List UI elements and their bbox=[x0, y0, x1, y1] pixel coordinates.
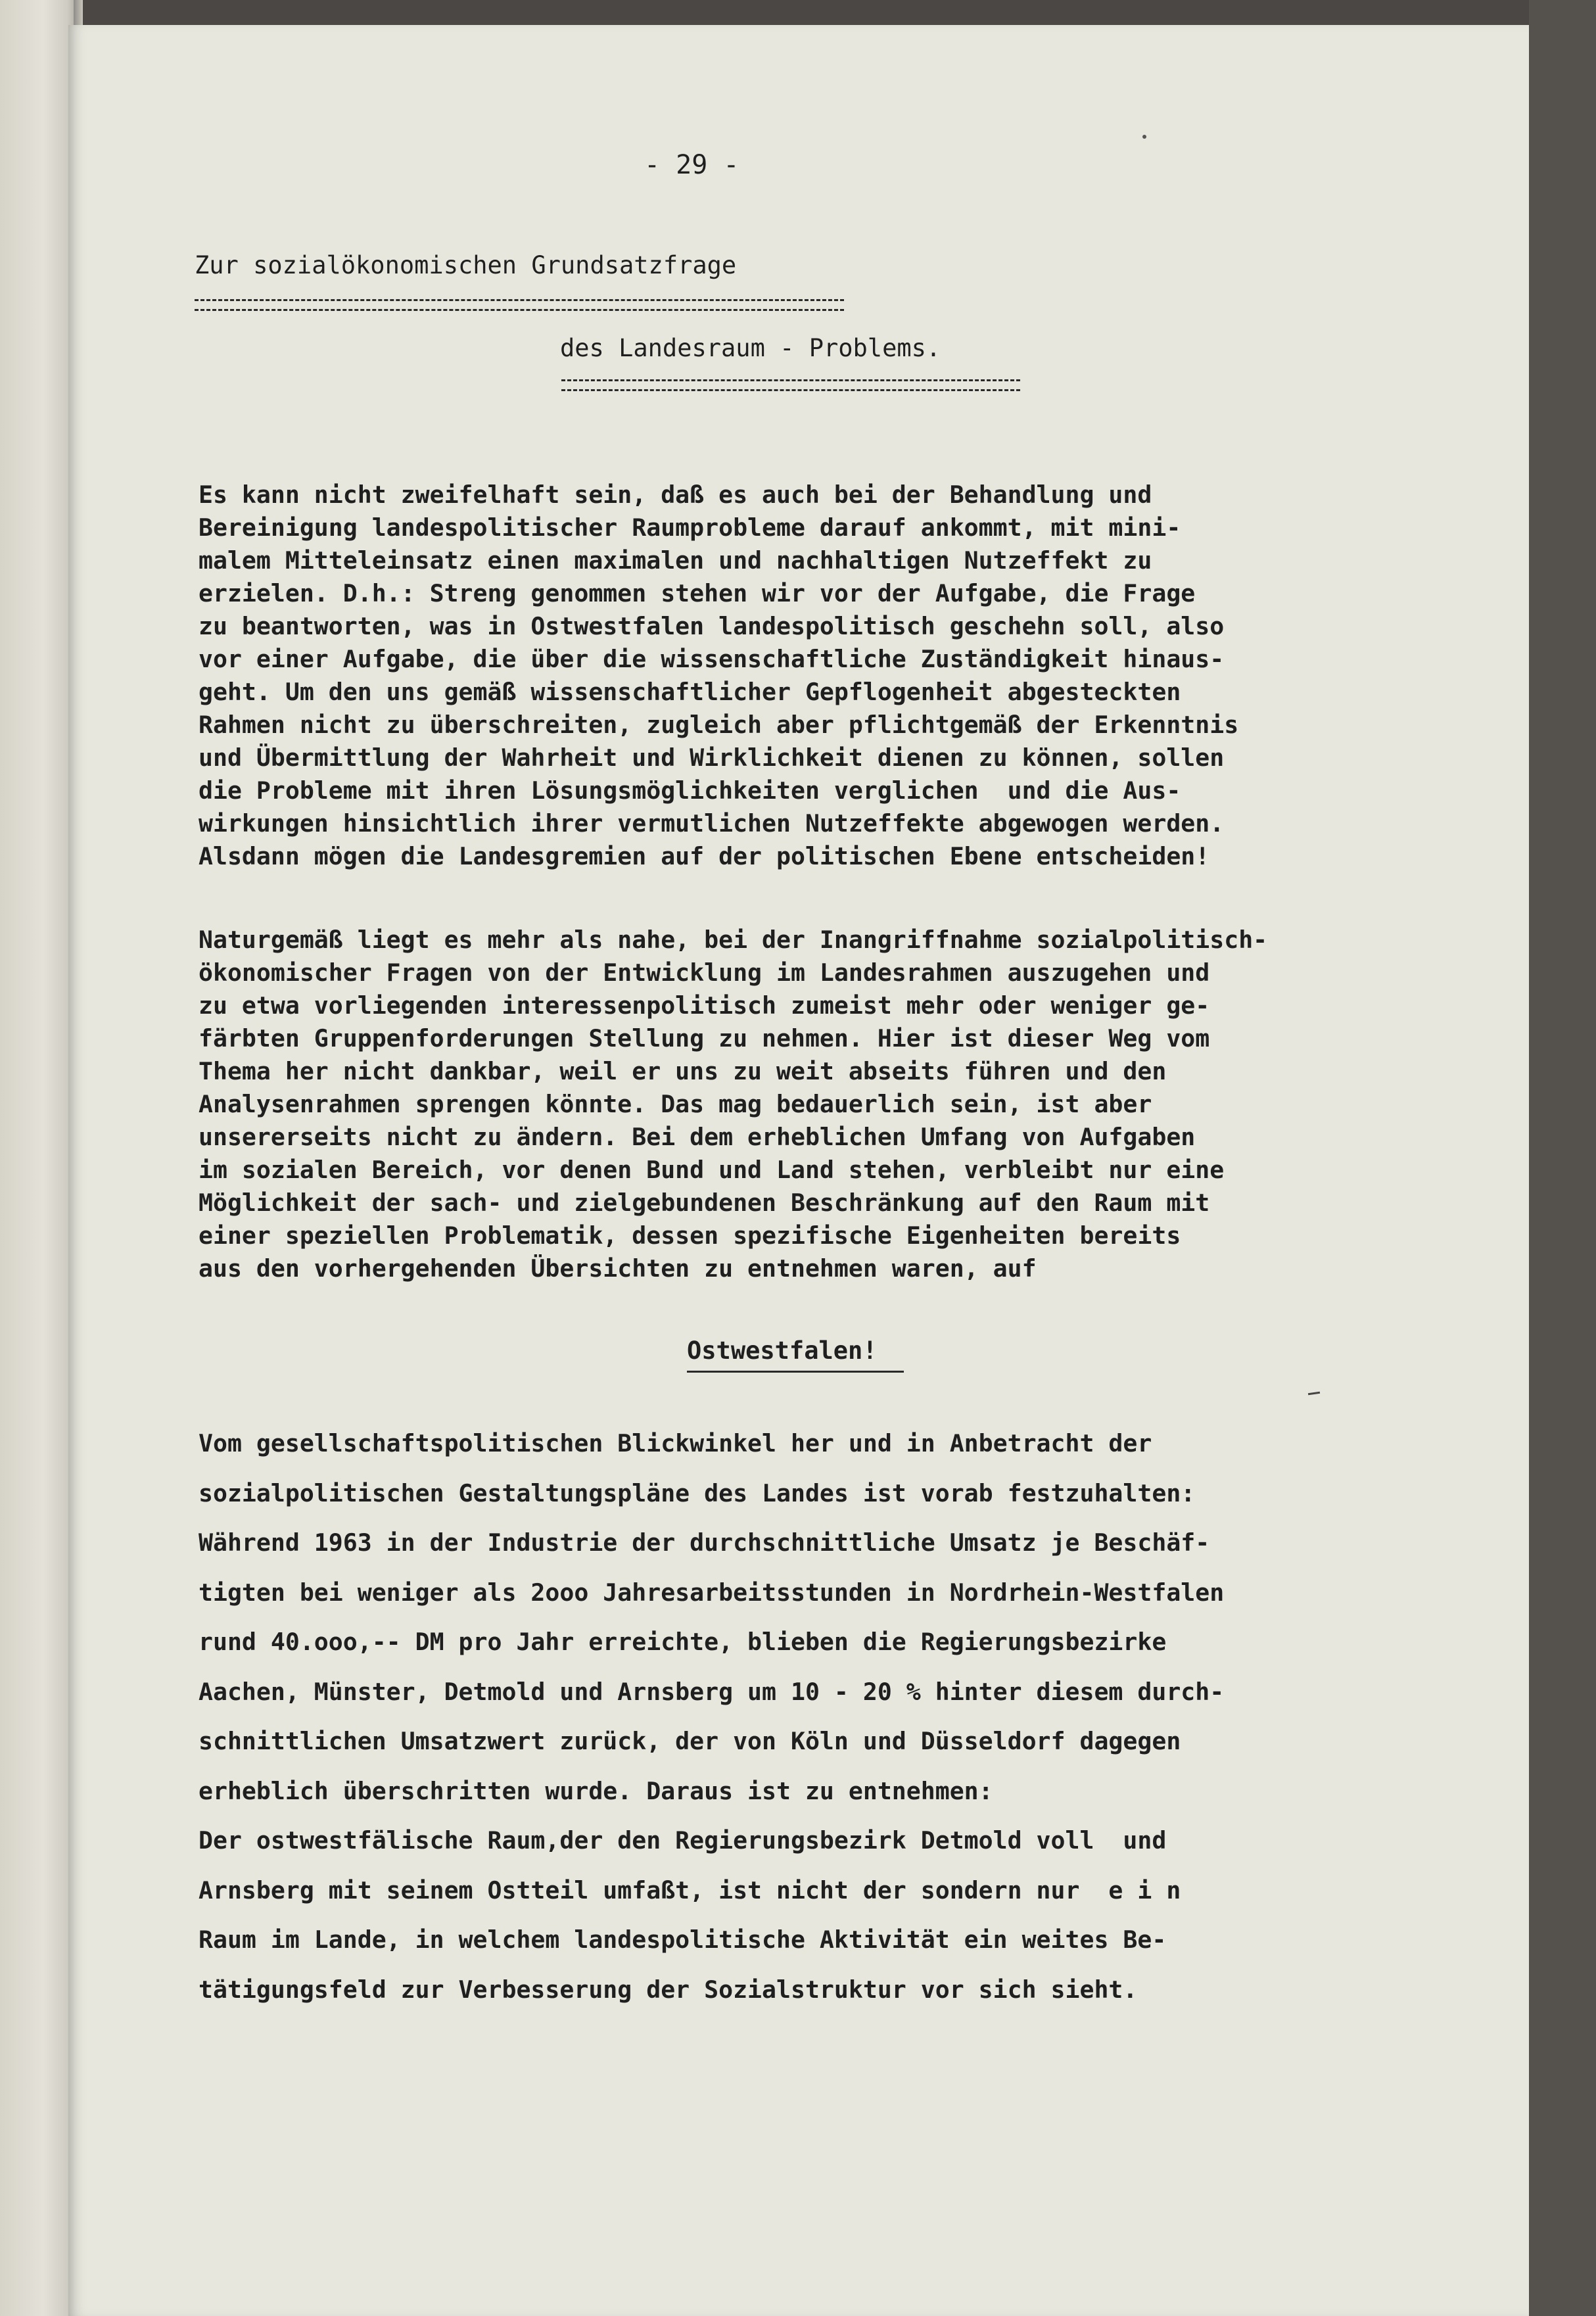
title-line-1: Zur sozialökonomischen Grundsatzfrage bbox=[195, 251, 737, 279]
paragraph-1: Es kann nicht zweifelhaft sein, daß es auch bei der Behandlung und Bereinigung landespolitischer Raumprobleme darauf ankommt, mit mini- malem Mitteleinsatz einen maximalen und nachhaltigen Nutzeffekt zu erzielen. D.h.: Streng genommen stehen wir vor der Aufgabe, die Frage zu beantworten, was in Ostwestfalen landespolitisch geschehn soll, also vor einer Aufgabe, die über die wissenschaftliche Zuständigkeit hinaus- geht. Um den uns gemäß wissenschaftlicher Gepflogenheit abgesteckten Rahmen nicht zu überschreiten, zugleich aber pflichtgemäß der Erkenntnis und Übermittlung der Wahrheit und Wirklichkeit dienen zu können, sollen die Probleme mit ihren Lösungsmöglichkeiten verglichen und die Aus- wirkungen hinsichtlich ihrer vermutlichen Nutzeffekte abgewogen werden. Alsdann mögen die Landesgremien auf der politischen Ebene entscheiden! bbox=[199, 481, 1239, 870]
title-underline-1 bbox=[195, 299, 844, 311]
section-subheading: Ostwestfalen! bbox=[687, 1336, 878, 1365]
paper-speck bbox=[1142, 135, 1146, 139]
facing-page-edge bbox=[0, 0, 79, 2316]
title-underline-2 bbox=[561, 379, 1020, 391]
title-line-2: des Landesraum - Problems. bbox=[560, 334, 941, 362]
paragraph-2: Naturgemäß liegt es mehr als nahe, bei der Inangriffnahme sozialpolitisch- ökonomischer Fragen von der Entwicklung im Landesrahmen auszugehen und zu etwa vorliegenden interessenpolitisch zumeist mehr oder weniger ge- färbten Gruppenforderungen Stellung zu nehmen. Hier ist dieser Weg vom Thema her nicht dankbar, weil er uns zu weit abseits führen und den Analysenrahmen sprengen könnte. Das mag bedauerlich sein, ist aber unsererseits nicht zu ändern. Bei dem erheblichen Umfang von Aufgaben im sozialen Bereich, vor denen Bund und Land stehen, verbleibt nur eine Möglichkeit der sach- und zielgebundenen Beschränkung auf den Raum mit einer speziellen Problematik, dessen spezifische Eigenheiten bereits aus den vorhergehenden Übersichten zu entnehmen waren, auf bbox=[199, 926, 1268, 1283]
paragraph-3: Vom gesellschaftspolitischen Blickwinkel her und in Anbetracht der sozialpolitischen Gestaltungspläne des Landes ist vorab festzuhalten: Während 1963 in der Industrie der durchschnittliche Umsatz je Beschäf- tigten bei weniger als 2ooo Jahresarbeitsstunden in Nordrhein-Westfalen rund 40.ooo,-- DM pro Jahr erreichte, blieben die Regierungsbezirke Aachen, Münster, Detmold und Arnsberg um 10 - 20 % hinter diesem durch- schnittlichen Umsatzwert zurück, der von Köln und Düsseldorf dagegen erheblich überschritten wurde. Daraus ist zu entnehmen: Der ostwestfälische Raum,der den Regierungsbezirk Detmold voll und Arnsberg mit seinem Ostteil umfaßt, ist nicht der sondern nur e i n Raum im Lande, in welchem landespolitische Aktivität ein weites Be- tätigungsfeld zur Verbesserung der Sozialstruktur vor sich sieht. bbox=[199, 1429, 1225, 2004]
scan-background bbox=[1529, 0, 1596, 2316]
subheading-underline bbox=[687, 1371, 904, 1373]
bleed-through-mark bbox=[5, 858, 18, 875]
page-number: - 29 - bbox=[644, 150, 739, 180]
